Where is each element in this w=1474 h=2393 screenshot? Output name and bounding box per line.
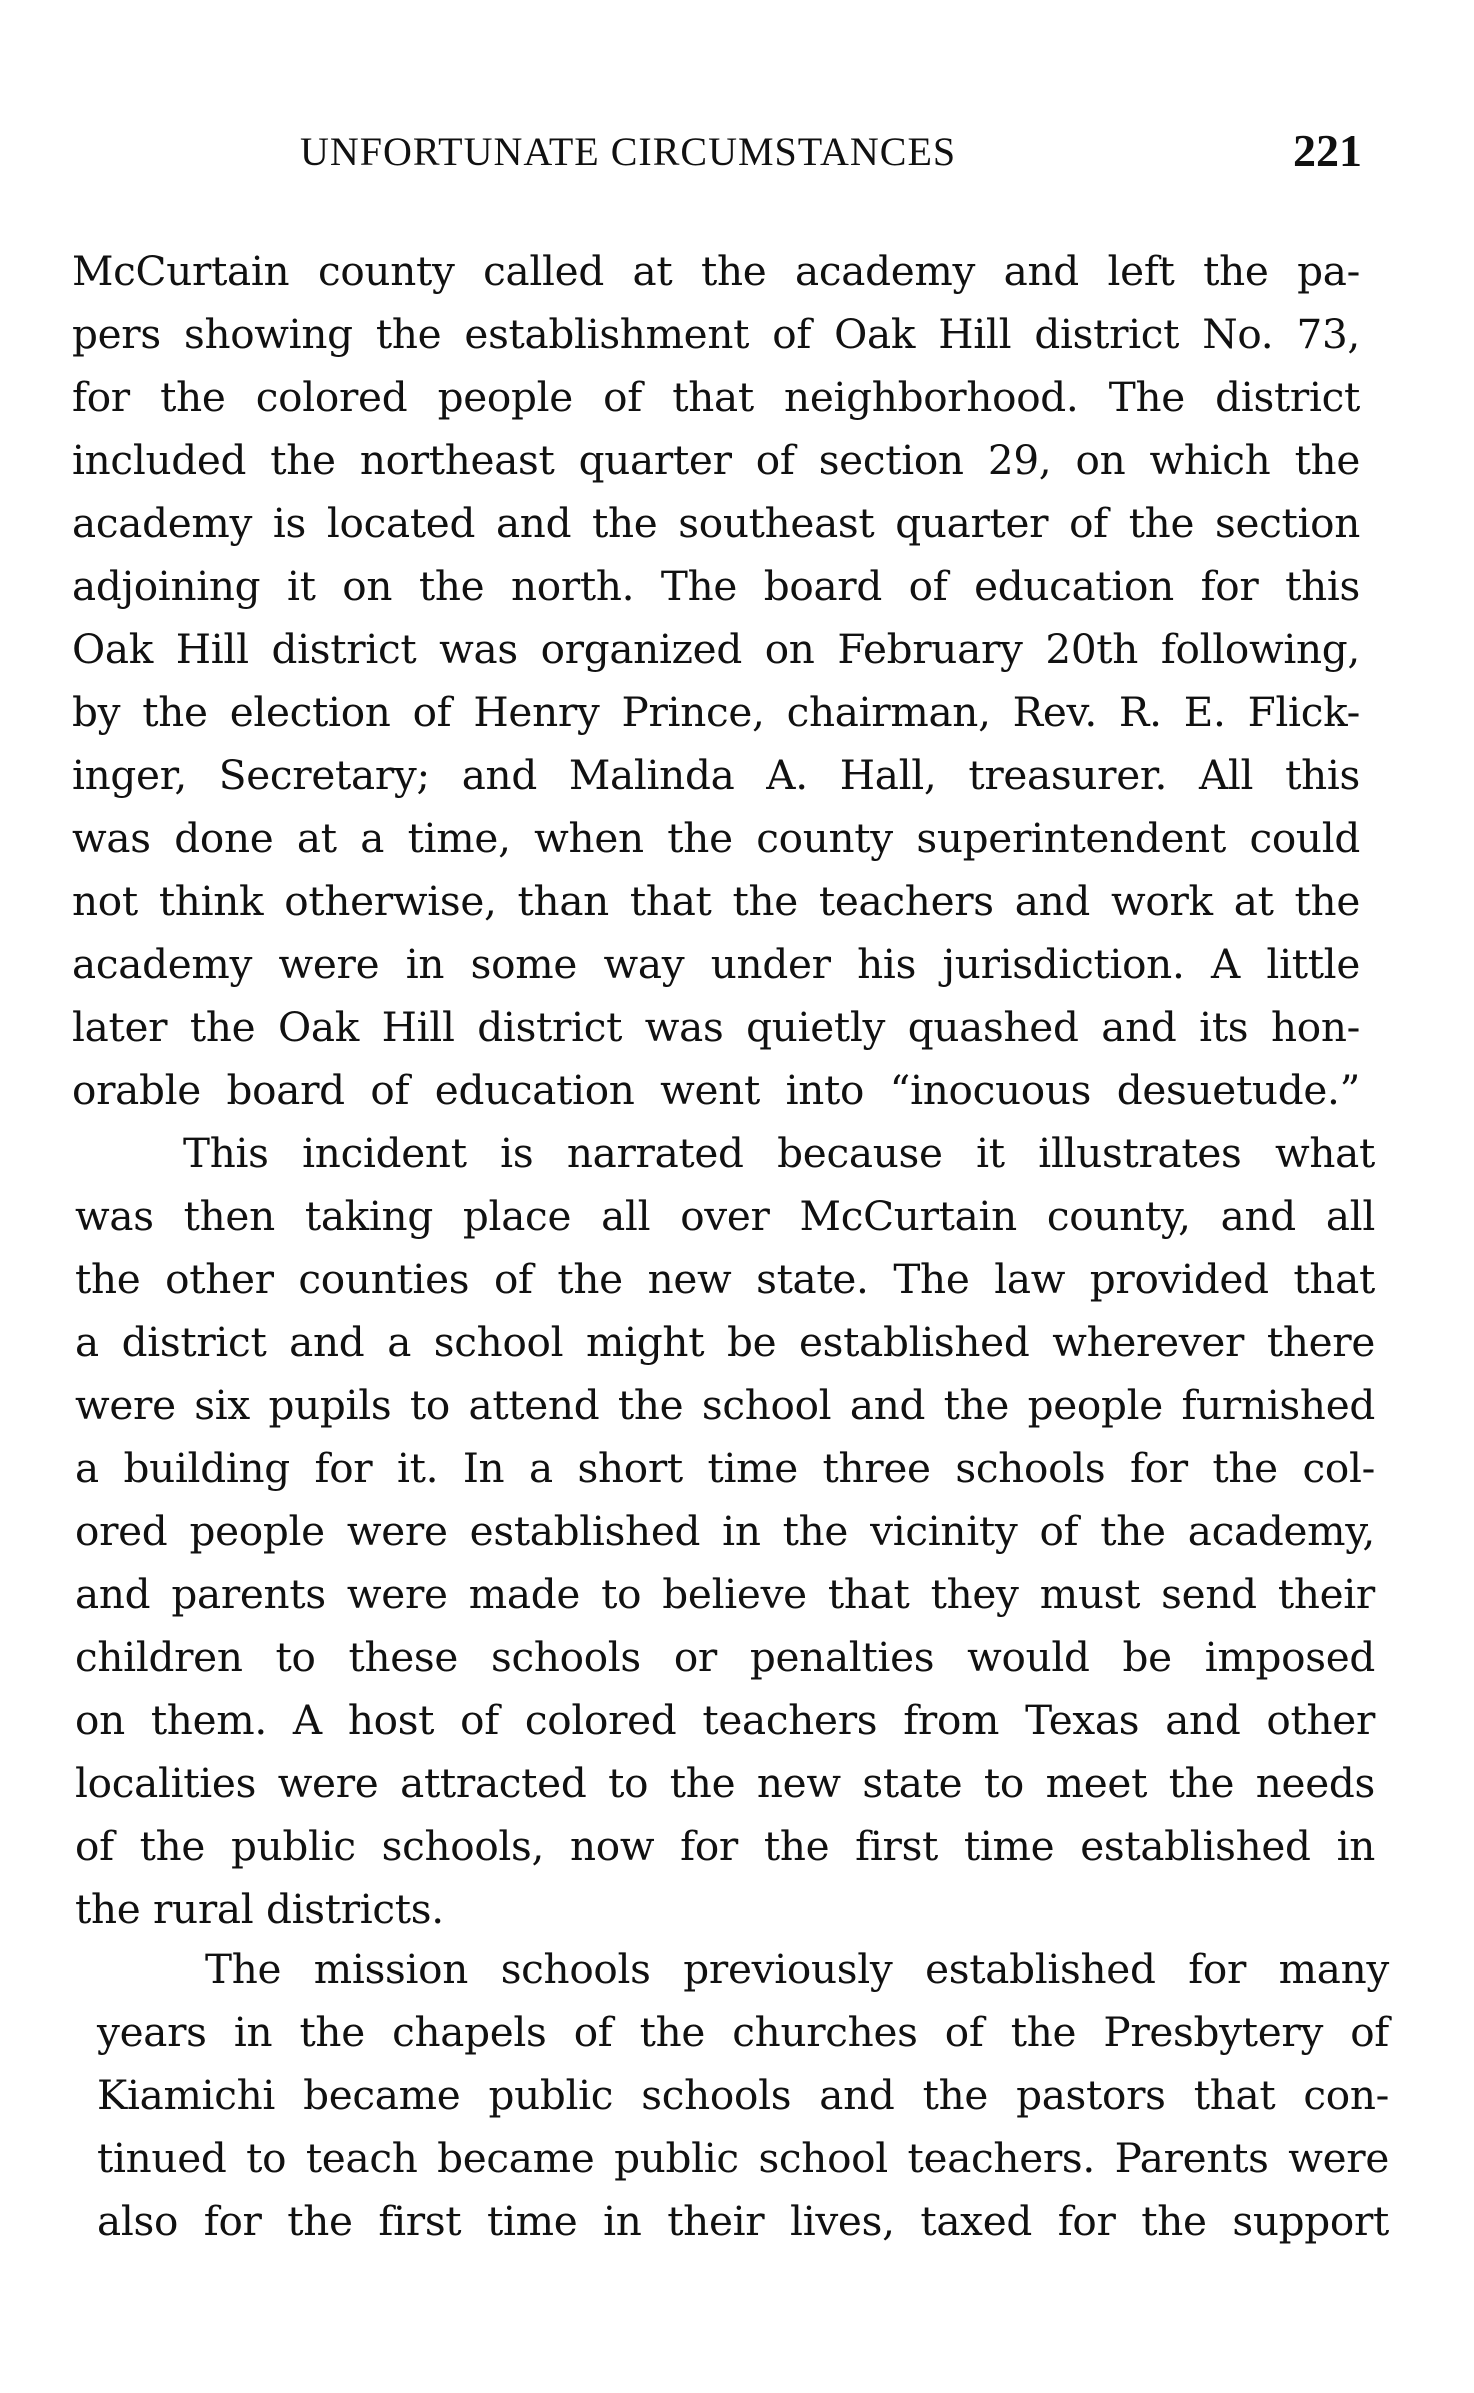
text-line: and parents were made to believe that they must send their	[75, 1570, 1375, 1618]
running-header	[300, 125, 1362, 188]
paragraph-3	[97, 1938, 1389, 2253]
text-line: also for the first time in their lives, taxed for the support	[97, 2197, 1389, 2245]
text-line: later the Oak Hill district was quietly quashed and its hon-	[72, 1003, 1360, 1051]
text-line: for the colored people of that neighborhood. The district	[72, 373, 1360, 421]
text-line: This incident is narrated because it illustrates what	[183, 1129, 1375, 1177]
text-line: ored people were established in the vicinity of the academy,	[75, 1507, 1375, 1555]
text-line: academy were in some way under his jurisdiction. A little	[72, 940, 1360, 988]
text-line: the other counties of the new state. The law provided that	[75, 1255, 1375, 1303]
text-line: included the northeast quarter of section 29, on which the	[72, 436, 1360, 484]
text-line: not think otherwise, than that the teachers and work at the	[72, 877, 1360, 925]
paragraph-1	[72, 240, 1360, 1122]
text-line: the rural districts.	[75, 1885, 444, 1933]
text-line: localities were attracted to the new state to meet the needs	[75, 1759, 1375, 1807]
text-line: a building for it. In a short time three schools for the col-	[75, 1444, 1375, 1492]
text-line: a district and a school might be established wherever there	[75, 1318, 1375, 1366]
text-line: was done at a time, when the county superintendent could	[72, 814, 1360, 862]
text-line: tinued to teach became public school teachers. Parents were	[97, 2134, 1389, 2182]
text-line: academy is located and the southeast quarter of the section	[72, 499, 1360, 547]
paragraph-2	[75, 1122, 1375, 1941]
text-line: on them. A host of colored teachers from Texas and other	[75, 1696, 1375, 1744]
text-line: children to these schools or penalties would be imposed	[75, 1633, 1375, 1681]
text-line: was then taking place all over McCurtain county, and all	[75, 1192, 1375, 1240]
text-line: of the public schools, now for the first time established in	[75, 1822, 1375, 1870]
text-line: by the election of Henry Prince, chairman, Rev. R. E. Flick-	[72, 688, 1360, 736]
text-line: pers showing the establishment of Oak Hill district No. 73,	[72, 310, 1360, 358]
text-line: McCurtain county called at the academy and left the pa-	[72, 247, 1360, 295]
text-line: orable board of education went into “inocuous desuetude.”	[72, 1066, 1360, 1114]
text-line: years in the chapels of the churches of the Presbytery of	[97, 2008, 1389, 2056]
text-line: were six pupils to attend the school and the people furnished	[75, 1381, 1375, 1429]
running-title: UNFORTUNATE CIRCUMSTANCES	[300, 129, 957, 174]
page-number: 221	[1293, 125, 1362, 176]
text-line: Oak Hill district was organized on February 20th following,	[72, 625, 1360, 673]
text-line: The mission schools previously established for many	[205, 1945, 1389, 1993]
text-line: inger, Secretary; and Malinda A. Hall, treasurer. All this	[72, 751, 1360, 799]
text-line: adjoining it on the north. The board of education for this	[72, 562, 1360, 610]
text-line: Kiamichi became public schools and the pastors that con-	[97, 2071, 1389, 2119]
